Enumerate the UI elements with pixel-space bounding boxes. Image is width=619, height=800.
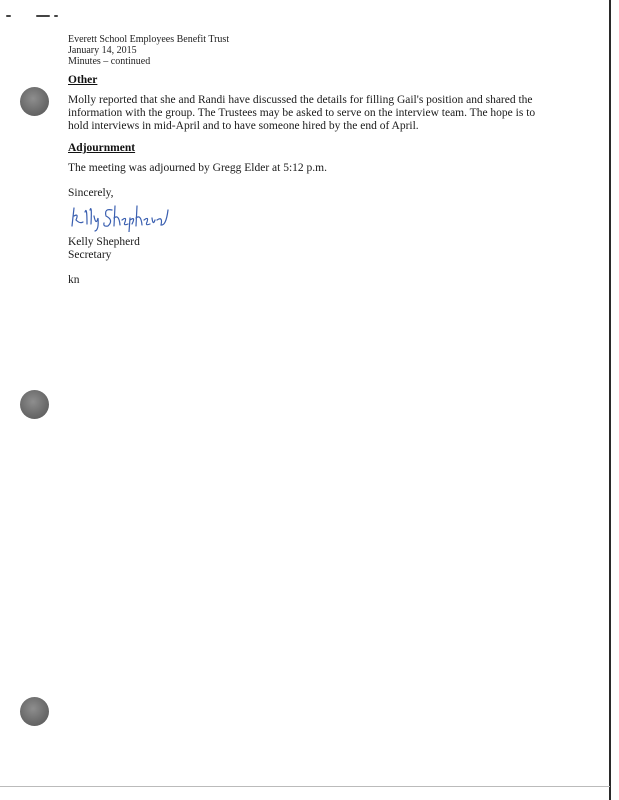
other-paragraph: Molly reported that she and Randi have discussed the details for filling Gail's position and shared the information with the group. The Trustees may be asked to serve on the interview team. The hope is to hold interviews in mid-April and to have someone hired by the end of April. bbox=[68, 94, 536, 132]
adjournment-heading: Adjournment bbox=[68, 142, 136, 154]
page-header bbox=[68, 34, 229, 67]
signer-title: Secretary bbox=[68, 249, 112, 261]
punch-hole-bottom bbox=[20, 697, 49, 726]
typist-initials: kn bbox=[68, 274, 80, 286]
punch-hole-top bbox=[20, 87, 49, 116]
signer-name: Kelly Shepherd bbox=[68, 236, 140, 248]
salutation: Sincerely, bbox=[68, 187, 114, 199]
punch-hole-middle bbox=[20, 390, 49, 419]
adjournment-paragraph: The meeting was adjourned by Gregg Elder at 5:12 p.m. bbox=[68, 162, 327, 174]
scan-artifact bbox=[6, 14, 58, 18]
other-heading: Other bbox=[68, 74, 98, 86]
handwritten-signature bbox=[70, 202, 180, 232]
meeting-date: January 14, 2015 bbox=[68, 45, 137, 56]
page-edge-bottom bbox=[0, 786, 610, 787]
organization-name: Everett School Employees Benefit Trust bbox=[68, 34, 230, 45]
continued-label: Minutes – continued bbox=[68, 56, 151, 67]
page-edge-right bbox=[609, 0, 611, 800]
